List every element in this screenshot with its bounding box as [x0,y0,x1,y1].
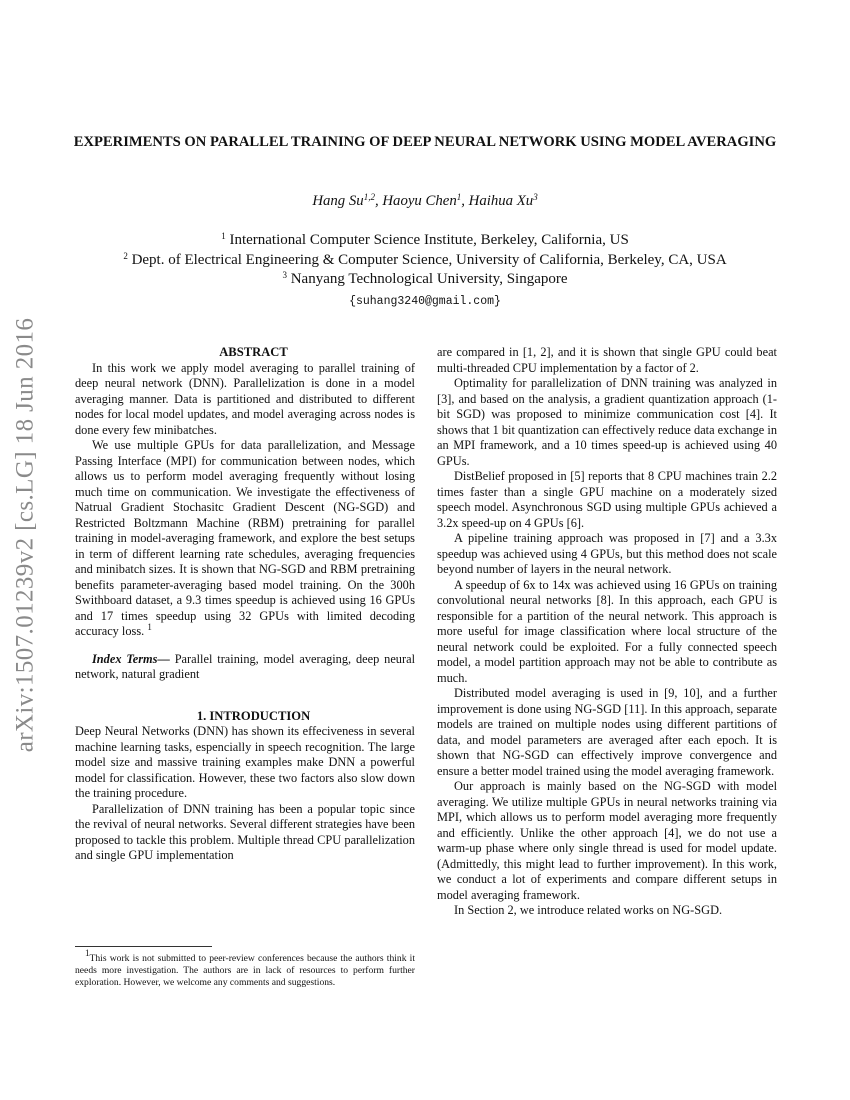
paper-title: EXPERIMENTS ON PARALLEL TRAINING OF DEEP NEURAL NETWORK USING MODEL AVERAGING [73,134,777,150]
author-name: Haoyu Chen [382,193,457,209]
author-separator: , [374,193,383,209]
affiliation-text: Dept. of Electrical Engineering & Computer Science, University of California, Berkeley, CA, USA [127,251,727,268]
intro-paragraph: Optimality for parallelization of DNN training was analyzed in [3], and based on the analysis, a gradient quantization approach (1-bit SGD) was proposed to minimize communication cost [4]. It shows that 1 bit quantization can effectively reduce data exchange in an MPI framework, and a 10 times speed-up is achieved using 40 GPUs. [437,376,777,468]
right-column [437,345,777,919]
footnote [75,948,415,990]
intro-paragraph: Distributed model averaging is used in [9, 10], and a further improvement is done using NG-SGD [11]. In this approach, separate models are trained on multiple nodes using different partitions of data, and model parameters are averaged after each epoch. It is shown that NG-SGD can effectively improve convergence and ensure a better model trained using the model averaging framework. [437,686,777,778]
author-separator: , [461,193,469,209]
affiliation-text: Nanyang Technological University, Singapore [286,271,568,287]
author-affil-mark: 3 [533,192,538,202]
author-name: Hang Su [312,193,364,209]
section-heading-introduction: 1. INTRODUCTION [196,708,311,723]
affiliation-text: International Computer Science Institute, Berkeley, California, US [225,232,629,248]
intro-paragraph: Deep Neural Networks (DNN) has shown its effeciveness in several machine learning tasks, espencially in speech recognition. The large model size and massive training examples make DNN a powerful model for classification. However, these two factors also slow down the training procedure. [75,724,415,800]
arxiv-identifier: arXiv:1507.01239v2 [cs.LG] 18 Jun 2016 [11,317,39,753]
abstract-paragraph-text: We use multiple GPUs for data parallelization, and Message Passing Interface (MPI) for communication between nodes, which allows us to perform model averaging frequently without losing much time on communication. We investigate the effectiveness of Natrual Gradient Stochasitc Gradient Descent (NG-SGD) and Restricted Boltzmann Machine (RBM) pretraining for parallel training in model-averaging framework, and explore the best setups in term of different learning rate schedules, averaging frequencies and minibatch sizes. It is shown that NG-SGD and RBM pretraining benefits parameter-averaging based model training. On the 300h Swithboard dataset, a 9.3 times speedup is achieved using 16 GPUs and 17 times speedup using 32 GPUs with limited decoding accuracy loss. [75,438,415,638]
affiliation-mark: 1 [221,231,226,241]
intro-paragraph: In Section 2, we introduce related works on NG-SGD. [454,903,723,917]
abstract-heading: ABSTRACT [219,345,288,359]
contact-email[interactable]: {suhang3240@gmail.com} [349,294,501,308]
intro-paragraph: Parallelization of DNN training has been a popular topic since the revival of neural networks. Several different strategies have been proposed to tackle this problem. Multiple thread CPU parallelization and single GPU implementation [75,801,415,862]
affiliations [60,231,790,311]
intro-paragraph: A speedup of 6x to 14x was achieved using 16 GPUs on training convolutional neural networks [8]. In this approach, each GPU is responsible for a partition of the neural network. This approach is more useful for image classification where local structure of the neural network could be exploited. For a fully connected speech model, a model partition approach may not be able to contribute as much. [437,577,777,685]
footnote-text: This work is not submitted to peer-review conferences because the authors think it needs more investigation. The authors are in lack of resources to perform further exploration. However, we welcome any comments and suggestions. [75,953,415,989]
index-terms [75,652,415,683]
affiliation-line [60,251,790,271]
intro-continuation: are compared in [1, 2], and it is shown that single GPU could beat multi-threaded CPU implementation by a factor of 2. [437,345,777,375]
index-terms-label: Index Terms— [92,651,170,666]
intro-paragraph: Our approach is mainly based on the NG-SGD with model averaging. We utilize multiple GPUs in neural networks training via MPI, which allows us to perform model averaging more frequently and efficiently. Unlike the other approach [4], we do not use a warm-up phase where only single thread is used for model update. (Admittedly, this might lead to further improvement). In this work, we conduct a lot of experiments and compare different setups in model averaging framework. [437,779,777,902]
footnote-rule [75,946,212,947]
author-affil-mark: 1 [456,192,462,202]
author-affil-mark: 1,2 [363,192,375,202]
index-terms-text: Parallel training, model averaging, deep neural network, natural gradient [75,651,415,681]
footnote-mark: 1 [85,948,90,958]
abstract-paragraph: In this work we apply model averaging to parallel training of deep neural network (DNN). Parallelization is done in a model averaging manner. Data is partitioned and distributed to different nodes for local model updates, and model averaging across nodes is done every few minibatches. [75,360,415,437]
affiliation-line [60,231,790,251]
affiliation-mark: 3 [282,270,287,280]
abstract-paragraph [75,438,415,640]
left-column [75,345,415,864]
affiliation-mark: 2 [123,250,128,261]
intro-paragraph: A pipeline training approach was proposed in [7] and a 3.3x speedup was achieved using 4 GPUs, but this method does not scale beyond number of layers in the neural network. [437,531,777,576]
author-name: Haihua Xu [468,193,534,209]
author-list [60,193,790,210]
affiliation-line [60,270,790,290]
footnote-reference[interactable]: 1 [147,622,152,632]
arxiv-watermark [2,300,48,770]
intro-paragraph: DistBelief proposed in [5] reports that 8 CPU machines train 2.2 times faster than a single GPU machine on a moderately sized speech model. Asynchronous SGD using multiple GPUs achieved a 3.2x speed-up on 4 GPUs [6]. [437,469,777,530]
